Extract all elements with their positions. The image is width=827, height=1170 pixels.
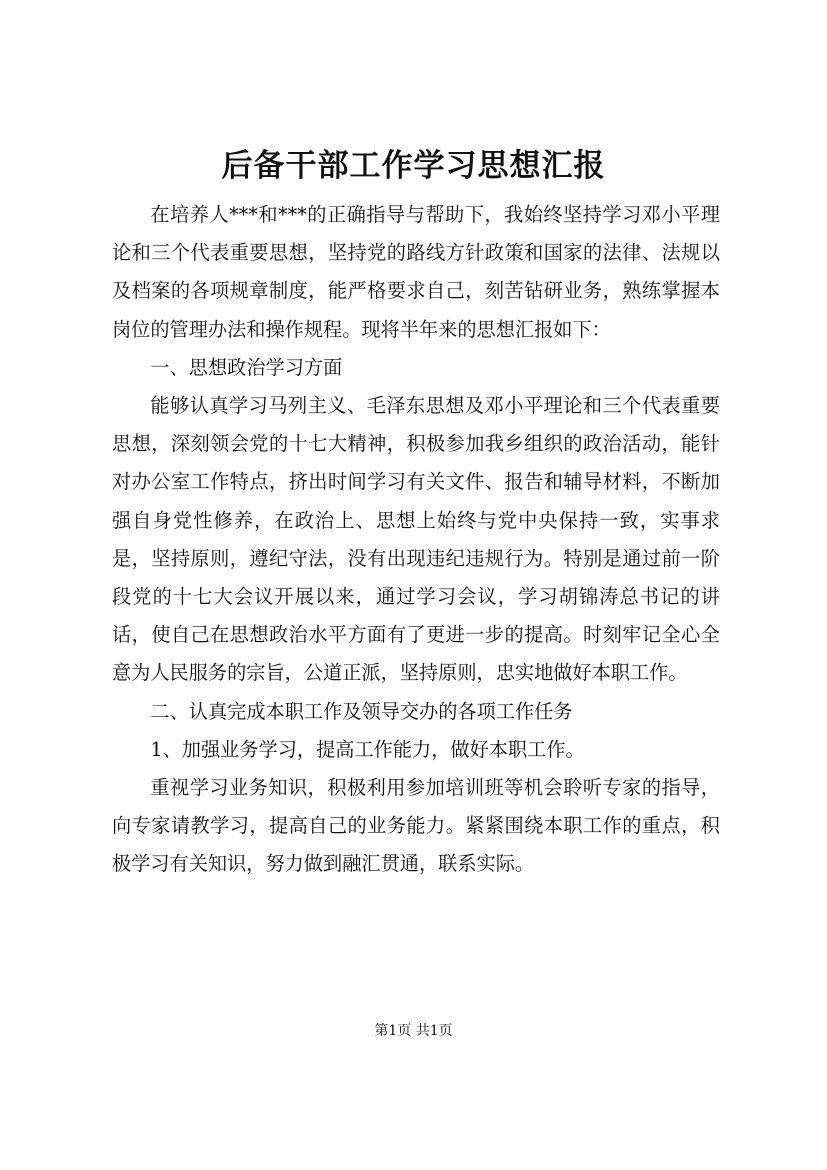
paragraph-business-study: 重视学习业务知识，积极利用参加培训班等机会聆听专家的指导，向专家请教学习，提高自己的业务能力。紧紧围绕本职工作的重点，积极学习有关知识，努力做到融汇贯通，联系实际。 (112, 776, 720, 876)
paragraph-intro: 在培养人***和***的正确指导与帮助下，我始终坚持学习邓小平理论和三个代表重要思想，坚持党的路线方针政策和国家的法律、法规以及档案的各项规章制度，能严格要求自己，刻苦钻研业务，熟练掌握本岗位的管理办法和操作规程。现将半年来的思想汇报如下： (112, 203, 720, 341)
document-title: 后备干部工作学习思想汇报 (221, 148, 606, 184)
subsection-heading-1: 1、加强业务学习，提高工作能力，做好本职工作。 (150, 737, 585, 761)
page-footer: 第1页 共1页 (374, 1023, 453, 1039)
section-heading-2: 二、认真完成本职工作及领导交办的各项工作任务 (150, 699, 573, 723)
document-body (112, 196, 720, 884)
section-heading-1: 一、思想政治学习方面 (150, 355, 343, 379)
paragraph-political-study: 能够认真学习马列主义、毛泽东思想及邓小平理论和三个代表重要思想，深刻领会党的十七大精神，积极参加我乡组织的政治活动，能针对办公室工作特点，挤出时间学习有关文件、报告和辅导材料，不断加强自身党性修养，在政治上、思想上始终与党中央保持一致，实事求是，坚持原则，遵纪守法，没有出现违纪违规行为。特别是通过前一阶段党的十七大会议开展以来，通过学习会议，学习胡锦涛总书记的讲话，使自己在思想政治水平方面有了更进一步的提高。时刻牢记全心全意为人民服务的宗旨，公道正派，坚持原则，忠实地做好本职工作。 (112, 394, 720, 685)
